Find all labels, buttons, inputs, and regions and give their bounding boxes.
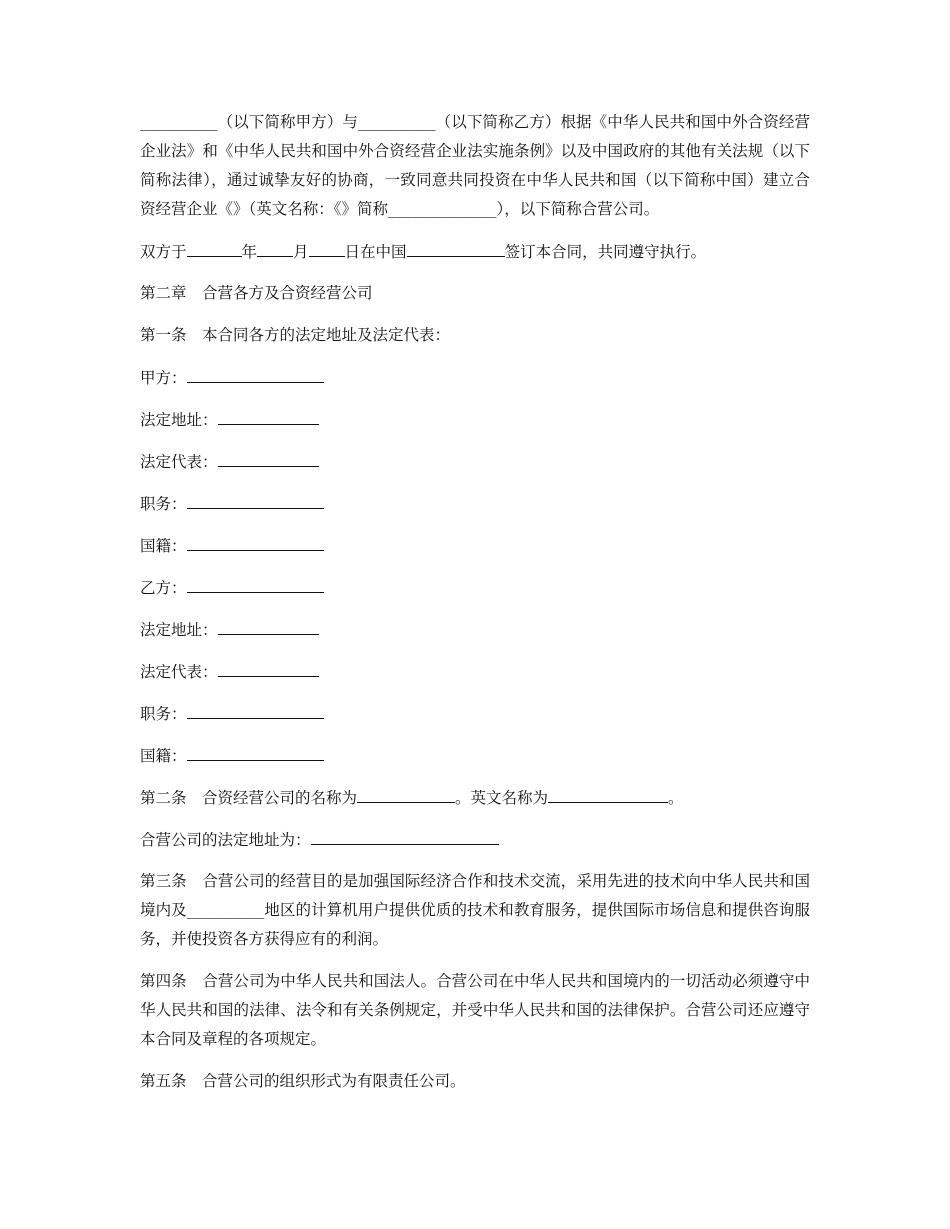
party-b-nationality-label: 国籍： — [140, 747, 187, 765]
company-address-blank — [311, 825, 499, 845]
party-a-nationality-blank — [187, 531, 324, 551]
party-a-name-blank — [187, 363, 324, 383]
party-a-name-label: 甲方： — [140, 369, 187, 387]
party-b-position-blank — [187, 699, 324, 719]
party-b-name-field — [140, 573, 810, 602]
signing-text-1: 双方于 — [140, 243, 187, 261]
party-a-position-label: 职务： — [140, 495, 187, 513]
party-b-rep-field — [140, 657, 810, 686]
preamble-paragraph: __________（以下简称甲方）与__________（以下简称乙方）根据《中华人民共和国中外合资经营企业法》和《中华人民共和国中外合资经营企业法实施条例》以及中国政府的其他有关法规（以下简称法律），通过诚挚友好的协商，一致同意共同投资在中华人民共和国（以下简称中国）建立合资经营企业《》（英文名称：《》简称______________），以下简称合营公司。 — [140, 113, 810, 218]
article-5: 第五条 合营公司的组织形式为有限责任公司。 — [140, 1072, 466, 1090]
signing-text-3: 月 — [293, 243, 309, 261]
party-a-rep-field — [140, 447, 810, 476]
party-b-position-label: 职务： — [140, 705, 187, 723]
party-b-position-field — [140, 699, 810, 728]
party-a-address-label: 法定地址： — [140, 411, 218, 429]
article-2-text-c: 。 — [668, 789, 684, 807]
party-b-address-field — [140, 615, 810, 644]
party-a-rep-label: 法定代表： — [140, 453, 218, 471]
signing-text-4: 日在中国 — [344, 243, 407, 261]
article-2-text-b: 。英文名称为 — [455, 789, 549, 807]
article-2-text-a: 第二条 合资经营公司的名称为 — [140, 789, 358, 807]
article-4: 第四条 合营公司为中华人民共和国法人。合营公司在中华人民共和国境内的一切活动必须遵守中华人民共和国的法律、法令和有关条例规定，并受中华人民共和国的法律保护。合营公司还应遵守本合同及章程的各项规定。 — [140, 972, 810, 1048]
party-a-position-field — [140, 489, 810, 518]
english-name-blank — [548, 783, 668, 803]
party-a-nationality-field — [140, 531, 810, 560]
company-address-label: 合营公司的法定地址为： — [140, 831, 311, 849]
party-b-address-blank — [218, 615, 319, 635]
article-3: 第三条 合营公司的经营目的是加强国际经济合作和技术交流，采用先进的技术向中华人民共和国境内及__________地区的计算机用户提供优质的技术和教育服务，提供国际市场信息和提供咨询服务，并使投资各方获得应有的利润。 — [140, 872, 810, 948]
year-blank — [187, 237, 242, 257]
chapter-title: 第二章 合营各方及合资经营公司 — [140, 284, 373, 302]
company-address-field — [140, 825, 810, 854]
party-b-address-label: 法定地址： — [140, 621, 218, 639]
party-a-name-field — [140, 363, 810, 392]
signing-line — [140, 237, 810, 266]
party-a-address-blank — [218, 405, 319, 425]
party-a-address-field — [140, 405, 810, 434]
party-b-name-blank — [187, 573, 324, 593]
party-b-rep-blank — [218, 657, 319, 677]
day-blank — [309, 237, 345, 257]
signing-text-2: 年 — [241, 243, 258, 261]
party-b-name-label: 乙方： — [140, 579, 187, 597]
company-name-blank — [357, 783, 455, 803]
month-blank — [257, 237, 293, 257]
place-blank — [407, 237, 505, 257]
party-a-position-blank — [187, 489, 324, 509]
contract-document — [140, 108, 810, 1109]
party-a-nationality-label: 国籍： — [140, 537, 187, 555]
party-b-nationality-field — [140, 741, 810, 770]
party-b-nationality-blank — [187, 741, 324, 761]
article-1-title: 第一条 本合同各方的法定地址及法定代表： — [140, 326, 451, 344]
party-a-rep-blank — [218, 447, 319, 467]
signing-text-5: 签订本合同，共同遵守执行。 — [504, 243, 707, 261]
party-b-rep-label: 法定代表： — [140, 663, 218, 681]
article-2 — [140, 783, 810, 812]
